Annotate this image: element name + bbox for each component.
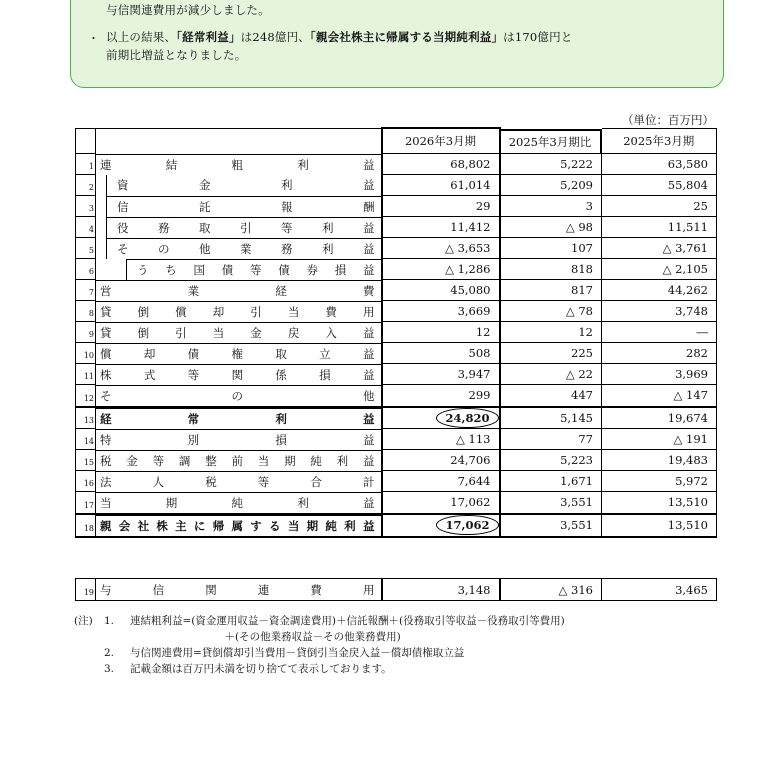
cell-yoy: 1,671 bbox=[500, 471, 602, 492]
table-row bbox=[76, 407, 717, 429]
row-label bbox=[106, 175, 381, 196]
cell-fy2026: 29 bbox=[382, 196, 500, 217]
cell-fy2026: 68,802 bbox=[382, 154, 500, 175]
cell-fy2025: 3,748 bbox=[602, 301, 717, 322]
cell-fy2025: △ 191 bbox=[602, 429, 717, 450]
label-text: 親 会 社 株 主 に 帰 属 す る 当 期 純 利 益 bbox=[100, 518, 375, 533]
header-fy2025: 2025年3月期 bbox=[602, 128, 717, 154]
row-label bbox=[96, 580, 381, 600]
note-key bbox=[74, 629, 104, 645]
table-row bbox=[76, 579, 717, 601]
label-text: 貸 倒 償 却 引 当 費 用 bbox=[100, 304, 375, 319]
cell-fy2025: 19,674 bbox=[602, 407, 717, 429]
financial-table bbox=[75, 127, 717, 538]
cell-fy2025: 13,510 bbox=[602, 514, 717, 537]
cell-fy2025: △ 3,761 bbox=[602, 238, 717, 259]
row-label bbox=[126, 259, 381, 280]
cell-fy2026: 3,669 bbox=[382, 301, 500, 322]
cell-fy2026: 7,644 bbox=[382, 471, 500, 492]
cell-yoy: 3,551 bbox=[500, 492, 602, 514]
cell-yoy: 107 bbox=[500, 238, 602, 259]
cell-fy2026: △ 3,653 bbox=[382, 238, 500, 259]
cell-fy2025: △ 147 bbox=[602, 385, 717, 407]
row-number: 16 bbox=[76, 471, 96, 492]
cell-yoy: 5,209 bbox=[500, 175, 602, 196]
credit-cost-table bbox=[75, 578, 717, 601]
cell-fy2026 bbox=[382, 407, 500, 429]
row-label bbox=[96, 343, 381, 364]
label-text: そ の 他 業 務 利 益 bbox=[117, 241, 375, 256]
cell-fy2026: 508 bbox=[382, 343, 500, 364]
note-item bbox=[74, 645, 565, 661]
table-row bbox=[76, 343, 717, 364]
bullet-mark: ・ bbox=[88, 32, 99, 45]
summary-ordinary-profit-label: 「経常利益」 bbox=[176, 30, 241, 44]
cell-fy2025: 11,511 bbox=[602, 217, 717, 238]
note-item bbox=[74, 613, 565, 629]
cell-yoy: △ 98 bbox=[500, 217, 602, 238]
row-number: 8 bbox=[76, 301, 96, 322]
header-yoy: 2025年3月期比 bbox=[499, 129, 602, 153]
table-row bbox=[76, 259, 717, 280]
row-label bbox=[96, 364, 381, 385]
row-number: 17 bbox=[76, 492, 96, 514]
cell-yoy: 77 bbox=[500, 429, 602, 450]
summary-line-2-mid: は248億円、 bbox=[240, 30, 311, 44]
table-row bbox=[76, 429, 717, 450]
note-text: 与信関連費用=貸倒償却引当費用－貸倒引当金戻入益－償却債権取立益 bbox=[130, 647, 465, 659]
summary-line-2-pre: 以上の結果、 bbox=[106, 30, 177, 44]
label-text: 償 却 債 権 取 立 益 bbox=[100, 346, 375, 361]
row-label bbox=[96, 301, 381, 322]
cell-fy2026: 17,062 bbox=[382, 492, 500, 514]
cell-fy2026: 299 bbox=[382, 385, 500, 407]
row-number: 7 bbox=[76, 280, 96, 301]
row-label bbox=[96, 429, 381, 450]
cell-yoy: 225 bbox=[500, 343, 602, 364]
label-text: 連 結 粗 利 益 bbox=[100, 157, 375, 172]
row-number: 10 bbox=[76, 343, 96, 364]
table-row bbox=[76, 301, 717, 322]
label-text: 経 常 利 益 bbox=[100, 411, 375, 426]
cell-fy2026: △ 113 bbox=[382, 429, 500, 450]
row-number: 9 bbox=[76, 322, 96, 343]
unit-note: （単位：百万円） bbox=[622, 113, 714, 127]
cell-fy2025: 63,580 bbox=[602, 154, 717, 175]
cell-fy2025: 25 bbox=[602, 196, 717, 217]
note-item bbox=[74, 629, 565, 645]
cell-fy2026: △ 1,286 bbox=[382, 259, 500, 280]
summary-line-2 bbox=[106, 29, 573, 45]
note-key bbox=[74, 661, 104, 677]
summary-line-3: 前期比増益となりました。 bbox=[106, 48, 247, 62]
cell-fy2026: 24,706 bbox=[382, 450, 500, 471]
cell-fy2025: △ 2,105 bbox=[602, 259, 717, 280]
cell-yoy: 3,551 bbox=[500, 514, 602, 537]
note-text: ＋(その他業務収益－その他業務費用) bbox=[130, 631, 401, 643]
row-label bbox=[96, 322, 381, 343]
row-label bbox=[106, 238, 381, 259]
label-text: う ち 国 債 等 債 券 損 益 bbox=[137, 262, 375, 277]
table-row bbox=[76, 154, 717, 175]
table-row bbox=[76, 385, 717, 407]
table-row bbox=[76, 514, 717, 537]
cell-fy2026: 11,412 bbox=[382, 217, 500, 238]
row-number: 19 bbox=[76, 579, 96, 601]
label-text: 特 別 損 益 bbox=[100, 432, 375, 447]
row-label bbox=[96, 450, 381, 471]
row-number: 2 bbox=[76, 175, 96, 196]
cell-fy2026: 45,080 bbox=[382, 280, 500, 301]
cell-fy2026 bbox=[382, 514, 500, 537]
label-text: 株 式 等 関 係 損 益 bbox=[100, 367, 375, 382]
row-number: 14 bbox=[76, 429, 96, 450]
highlight-circle: 17,062 bbox=[436, 515, 498, 535]
label-text: 貸 倒 引 当 金 戻 入 益 bbox=[100, 325, 375, 340]
table-row bbox=[76, 492, 717, 514]
label-text: 当 期 純 利 益 bbox=[100, 495, 375, 510]
row-number: 5 bbox=[76, 238, 96, 259]
cell-fy2025: ― bbox=[602, 322, 717, 343]
cell-yoy: △ 78 bbox=[500, 301, 602, 322]
row-label bbox=[96, 408, 381, 429]
table-header-row bbox=[76, 128, 717, 154]
row-label bbox=[96, 515, 381, 536]
label-text: 役 務 取 引 等 利 益 bbox=[117, 220, 375, 235]
note-number bbox=[104, 629, 130, 645]
summary-line-2-post: は170億円と bbox=[503, 30, 573, 44]
cell-fy2026: 3,148 bbox=[382, 579, 500, 601]
label-text: 営 業 経 費 bbox=[100, 283, 375, 298]
cell-yoy: 12 bbox=[500, 322, 602, 343]
note-number: 3. bbox=[104, 663, 115, 675]
header-fy2026: 2026年3月期 bbox=[382, 128, 500, 154]
row-label bbox=[96, 471, 381, 492]
label-text: 法 人 税 等 合 計 bbox=[100, 474, 375, 489]
row-label bbox=[96, 492, 381, 513]
cell-yoy: 5,223 bbox=[500, 450, 602, 471]
cell-fy2025: 282 bbox=[602, 343, 717, 364]
label-text: 与 信 関 連 費 用 bbox=[100, 582, 375, 597]
cell-fy2026: 3,947 bbox=[382, 364, 500, 385]
highlight-circle: 24,820 bbox=[436, 408, 498, 428]
row-number: 4 bbox=[76, 217, 96, 238]
summary-line-1: 与信関連費用が減少しました。 bbox=[106, 3, 270, 17]
table-row bbox=[76, 217, 717, 238]
cell-fy2025: 55,804 bbox=[602, 175, 717, 196]
label-text: 信 託 報 酬 bbox=[117, 199, 375, 214]
table-row bbox=[76, 238, 717, 259]
cell-yoy: 447 bbox=[500, 385, 602, 407]
note-item bbox=[74, 661, 565, 677]
cell-yoy: △ 22 bbox=[500, 364, 602, 385]
summary-net-income-label: 「親会社株主に帰属する当期純利益」 bbox=[310, 30, 504, 44]
notes-section bbox=[74, 613, 565, 677]
cell-fy2025: 19,483 bbox=[602, 450, 717, 471]
table-row bbox=[76, 175, 717, 196]
cell-yoy: △ 316 bbox=[500, 579, 602, 601]
table-row bbox=[76, 196, 717, 217]
label-text: 資 金 利 益 bbox=[117, 178, 375, 192]
row-label bbox=[96, 154, 381, 175]
cell-fy2025: 44,262 bbox=[602, 280, 717, 301]
cell-fy2025: 3,969 bbox=[602, 364, 717, 385]
row-number: 3 bbox=[76, 196, 96, 217]
row-label bbox=[106, 217, 381, 238]
table-row bbox=[76, 280, 717, 301]
row-label bbox=[96, 280, 381, 301]
table-row bbox=[76, 322, 717, 343]
cell-fy2026: 12 bbox=[382, 322, 500, 343]
row-label bbox=[106, 196, 381, 217]
row-label bbox=[96, 385, 381, 406]
row-number: 1 bbox=[76, 154, 96, 175]
label-text: 税 金 等 調 整 前 当 期 純 利 益 bbox=[100, 453, 375, 468]
row-number: 15 bbox=[76, 450, 96, 471]
note-number: 2. bbox=[104, 647, 115, 659]
note-text: 記載金額は百万円未満を切り捨てて表示しております。 bbox=[130, 663, 392, 675]
cell-fy2025: 3,465 bbox=[602, 579, 717, 601]
cell-fy2025: 13,510 bbox=[602, 492, 717, 514]
note-text: 連結粗利益=(資金運用収益－資金調達費用)＋信託報酬＋(役務取引等収益－役務取引等費用) bbox=[130, 615, 565, 627]
cell-fy2025: 5,972 bbox=[602, 471, 717, 492]
label-text: そ の 他 bbox=[100, 388, 375, 403]
note-key: (注) bbox=[74, 615, 93, 627]
cell-yoy: 817 bbox=[500, 280, 602, 301]
row-number: 11 bbox=[76, 364, 96, 385]
table-row bbox=[76, 450, 717, 471]
cell-yoy: 5,222 bbox=[500, 154, 602, 175]
row-number: 13 bbox=[76, 407, 96, 429]
cell-yoy: 5,145 bbox=[500, 407, 602, 429]
cell-yoy: 3 bbox=[500, 196, 602, 217]
note-key bbox=[74, 645, 104, 661]
row-number: 6 bbox=[76, 259, 96, 280]
cell-yoy: 818 bbox=[500, 259, 602, 280]
cell-fy2026: 61,014 bbox=[382, 175, 500, 196]
table-row bbox=[76, 364, 717, 385]
row-number: 18 bbox=[76, 514, 96, 537]
row-number: 12 bbox=[76, 385, 96, 407]
table-row bbox=[76, 471, 717, 492]
note-number: 1. bbox=[104, 615, 115, 627]
